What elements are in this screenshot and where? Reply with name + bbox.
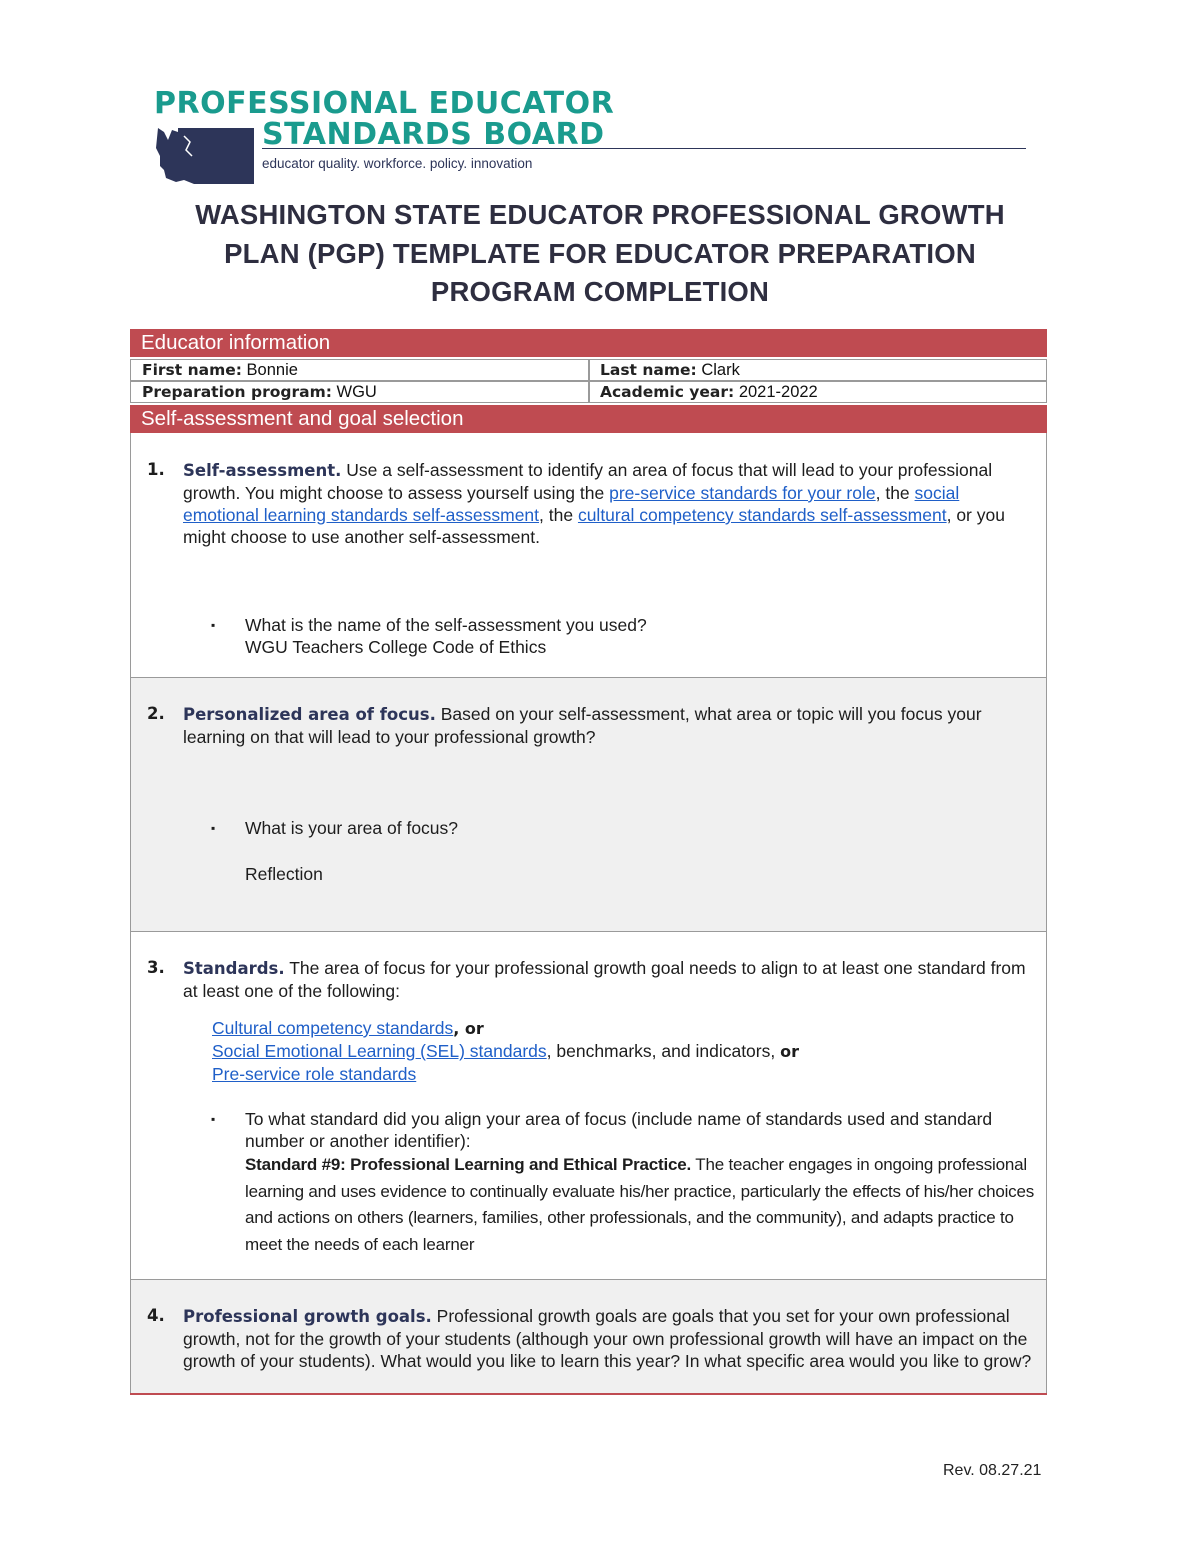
- item-text: , the: [539, 505, 574, 525]
- or-label: or: [780, 1042, 799, 1061]
- educator-info-header: Educator information: [130, 329, 1047, 357]
- preparation-program-label: Preparation program:: [142, 383, 332, 401]
- name-row: [130, 359, 1047, 381]
- academic-year-value: 2021-2022: [738, 383, 818, 401]
- cultural-competency-standards-link[interactable]: Cultural competency standards: [212, 1018, 454, 1038]
- question-block: [245, 1108, 1035, 1258]
- item-text: Based on your self-assessment, what area or topic will you focus your learning on that will lead to your professional growth?: [183, 704, 982, 747]
- question-block: [245, 614, 1035, 658]
- logo-line-1: PROFESSIONAL EDUCATOR: [154, 86, 615, 121]
- bullet-icon: ▪: [211, 821, 216, 835]
- title-line-3: PROGRAM COMPLETION: [430, 276, 770, 307]
- item-number: 4.: [147, 1306, 165, 1325]
- item-text: , benchmarks, and indicators,: [546, 1041, 776, 1061]
- logo-divider: [262, 148, 1026, 149]
- last-name-label: Last name:: [600, 361, 697, 379]
- answer-text: The teacher engages in ongoing professional learning and uses evidence to continually evaluate his/her practice, particularly the effects of his/her choices and actions on others (learners, families, other professionals, and the community), and adapts practice to meet the needs of each learner: [245, 1155, 1035, 1254]
- item-text: , or you might choose to use another self-assessment.: [183, 505, 1005, 547]
- last-name-field[interactable]: [588, 359, 1047, 381]
- sel-standards-link[interactable]: Social Emotional Learning (SEL) standards: [212, 1041, 547, 1061]
- or-label: , or: [453, 1019, 484, 1038]
- washington-state-map-icon: [154, 126, 258, 186]
- document-title: [130, 196, 1070, 312]
- first-name-field[interactable]: [130, 359, 590, 381]
- item-text: Use a self-assessment to identify an area of focus that will lead to your professional growth. You might choose to assess yourself using the: [183, 460, 993, 503]
- first-name-label: First name:: [142, 361, 242, 379]
- table-bottom-rule: [130, 1393, 1047, 1395]
- first-name-value: Bonnie: [246, 361, 298, 379]
- title-line-2: PLAN (PGP) TEMPLATE FOR EDUCATOR PREPARATION: [224, 237, 976, 269]
- item-title: Professional growth goals.: [183, 1307, 432, 1326]
- item-description: [183, 1305, 1038, 1372]
- bullet-icon: ▪: [211, 618, 216, 632]
- revision-label: Rev. 08.27.21: [943, 1462, 1042, 1479]
- program-row: [130, 381, 1047, 403]
- item-number: 1.: [147, 460, 165, 479]
- pgp-form-table: [130, 329, 1047, 1395]
- pesb-logo: [152, 86, 1032, 198]
- logo-tagline: educator quality. workforce. policy. innovation: [262, 156, 533, 171]
- last-name-value: Clark: [701, 361, 740, 379]
- academic-year-field[interactable]: [588, 381, 1047, 403]
- question: What is your area of focus?: [245, 818, 459, 838]
- item-text: Professional growth goals are goals that you set for your own professional growth, not for the growth of your students (although your own professional growth will have an impact on the growth of your students). What would you like to learn this year? In what specific area would you like to grow?: [183, 1306, 1032, 1371]
- item-title: Personalized area of focus.: [183, 705, 436, 724]
- answer-field[interactable]: WGU Teachers College Code of Ethics: [245, 637, 547, 657]
- preparation-program-value: WGU: [336, 383, 377, 401]
- question: What is the name of the self-assessment you used?: [245, 615, 647, 635]
- pre-service-role-standards-link[interactable]: Pre-service role standards: [212, 1064, 417, 1084]
- item-area-of-focus: [130, 678, 1047, 932]
- self-assessment-header: Self-assessment and goal selection: [130, 405, 1047, 433]
- question: To what standard did you align your area of focus (include name of standards used and standard number or another identifier):: [245, 1109, 993, 1151]
- answer-field[interactable]: Reflection: [245, 864, 323, 884]
- item-number: 3.: [147, 958, 165, 977]
- answer-field[interactable]: [245, 1152, 1035, 1258]
- item-title: Self-assessment.: [183, 461, 342, 480]
- sel-self-assessment-link[interactable]: social emotional learning standards self-assessment: [183, 483, 960, 525]
- item-description: [183, 459, 1038, 548]
- pre-service-standards-link[interactable]: pre-service standards for your role: [609, 483, 876, 503]
- standards-list: [212, 1017, 1032, 1085]
- title-line-1: WASHINGTON STATE EDUCATOR PROFESSIONAL GROWTH: [195, 199, 1005, 230]
- item-number: 2.: [147, 704, 165, 723]
- question-block: [245, 817, 1035, 885]
- preparation-program-field[interactable]: [130, 381, 590, 403]
- bullet-icon: ▪: [211, 1112, 216, 1126]
- item-self-assessment: [130, 433, 1047, 678]
- item-title: Standards.: [183, 959, 285, 978]
- item-standards: [130, 932, 1047, 1280]
- item-description: [183, 957, 1038, 1002]
- item-text: The area of focus for your professional growth goal needs to align to at least one standard from at least one of the following:: [183, 958, 1026, 1001]
- item-professional-growth-goals: [130, 1280, 1047, 1395]
- item-text: , the: [875, 483, 910, 503]
- logo-line-2: STANDARDS BOARD: [262, 117, 605, 152]
- item-description: [183, 703, 1038, 748]
- cultural-competency-self-assessment-link[interactable]: cultural competency standards self-assessment: [577, 505, 947, 525]
- answer-title: Standard #9: Professional Learning and Ethical Practice.: [245, 1155, 692, 1174]
- academic-year-label: Academic year:: [600, 383, 735, 401]
